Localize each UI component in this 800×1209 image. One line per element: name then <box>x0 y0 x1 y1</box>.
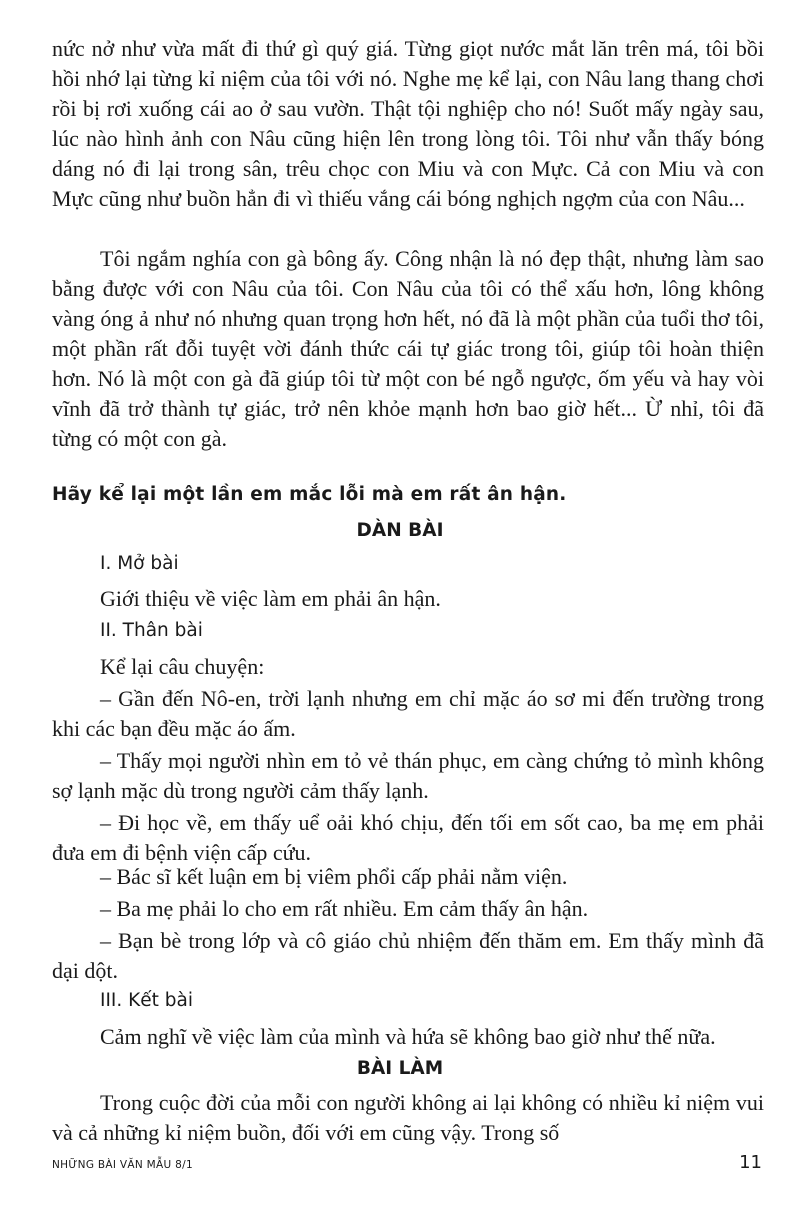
intro-text: Giới thiệu về việc làm em phải ân hận. <box>100 586 441 611</box>
outline-title: DÀN BÀI <box>356 520 444 541</box>
body-point: – Đi học về, em thấy uể oải khó chịu, đến tối em sốt cao, ba mẹ em phải đưa em đi bệnh viện cấp cứu. <box>52 810 764 865</box>
body-point: – Bác sĩ kết luận em bị viêm phổi cấp phải nằm viện. <box>100 864 568 889</box>
conclusion-heading: III. Kết bài <box>100 990 193 1011</box>
body-point: – Thấy mọi người nhìn em tỏ vẻ thán phục, em càng chứng tỏ mình không sợ lạnh mặc dù trong người cảm thấy lạnh. <box>52 748 764 803</box>
body-lead: Kể lại câu chuyện: <box>100 654 265 679</box>
essay-title: BÀI LÀM <box>356 1058 444 1079</box>
conclusion-text: Cảm nghĩ về việc làm của mình và hứa sẽ không bao giờ như thế nữa. <box>100 1024 716 1049</box>
body-point: – Gần đến Nô-en, trời lạnh nhưng em chỉ mặc áo sơ mi đến trường trong khi các bạn đều mặc áo ấm. <box>52 686 764 741</box>
story-paragraph-2: Tôi ngắm nghía con gà bông ấy. Công nhận là nó đẹp thật, nhưng làm sao bằng được với con Nâu của tôi. Con Nâu của tôi có thể xấu hơn, lông không vàng óng ả như nó nhưng quan trọng hơn hết, nó đã là một phần của tuổi thơ tôi, một phần rất đỗi tuyệt vời đánh thức cái tự giác trong tôi, giúp tôi hoàn thiện hơn. Nó là một con gà đã giúp tôi từ một con bé ngỗ ngược, ốm yếu và hay vòi vĩnh đã trở thành tự giác, trở nên khỏe mạnh hơn bao giờ hết... Ừ nhỉ, tôi đã từng có một con gà. <box>52 246 764 451</box>
story-paragraph-1: nức nở như vừa mất đi thứ gì quý giá. Từng giọt nước mắt lăn trên má, tôi bồi hồi nhớ lại từng kỉ niệm của tôi với nó. Nghe mẹ kể lại, con Nâu lang thang chơi rồi bị rơi xuống cái ao ở sau vườn. Thật tội nghiệp cho nó! Suốt mấy ngày sau, lúc nào hình ảnh con Nâu cũng hiện lên trong lòng tôi. Tôi như vẫn thấy bóng dáng nó đi lại trong sân, trêu chọc con Miu và con Mực. Cả con Miu và con Mực cũng như buồn hẳn đi vì thiếu vắng cái bóng nghịch ngợm của con Nâu... <box>52 36 764 211</box>
essay-opening: Trong cuộc đời của mỗi con người không ai lại không có nhiều kỉ niệm vui và cả những kỉ niệm buồn, đối với em cũng vậy. Trong số <box>52 1090 764 1145</box>
body-point: – Ba mẹ phải lo cho em rất nhiều. Em cảm thấy ân hận. <box>100 896 589 921</box>
body-heading: II. Thân bài <box>100 620 203 641</box>
book-title-footer: NHỮNG BÀI VĂN MẪU 8/1 <box>52 1159 193 1171</box>
essay-prompt: Hãy kể lại một lần em mắc lỗi mà em rất ân hận. <box>52 484 567 505</box>
page-number: 11 <box>739 1152 762 1173</box>
intro-heading: I. Mở bài <box>100 553 179 574</box>
body-point: – Bạn bè trong lớp và cô giáo chủ nhiệm đến thăm em. Em thấy mình đã dại dột. <box>52 928 764 983</box>
